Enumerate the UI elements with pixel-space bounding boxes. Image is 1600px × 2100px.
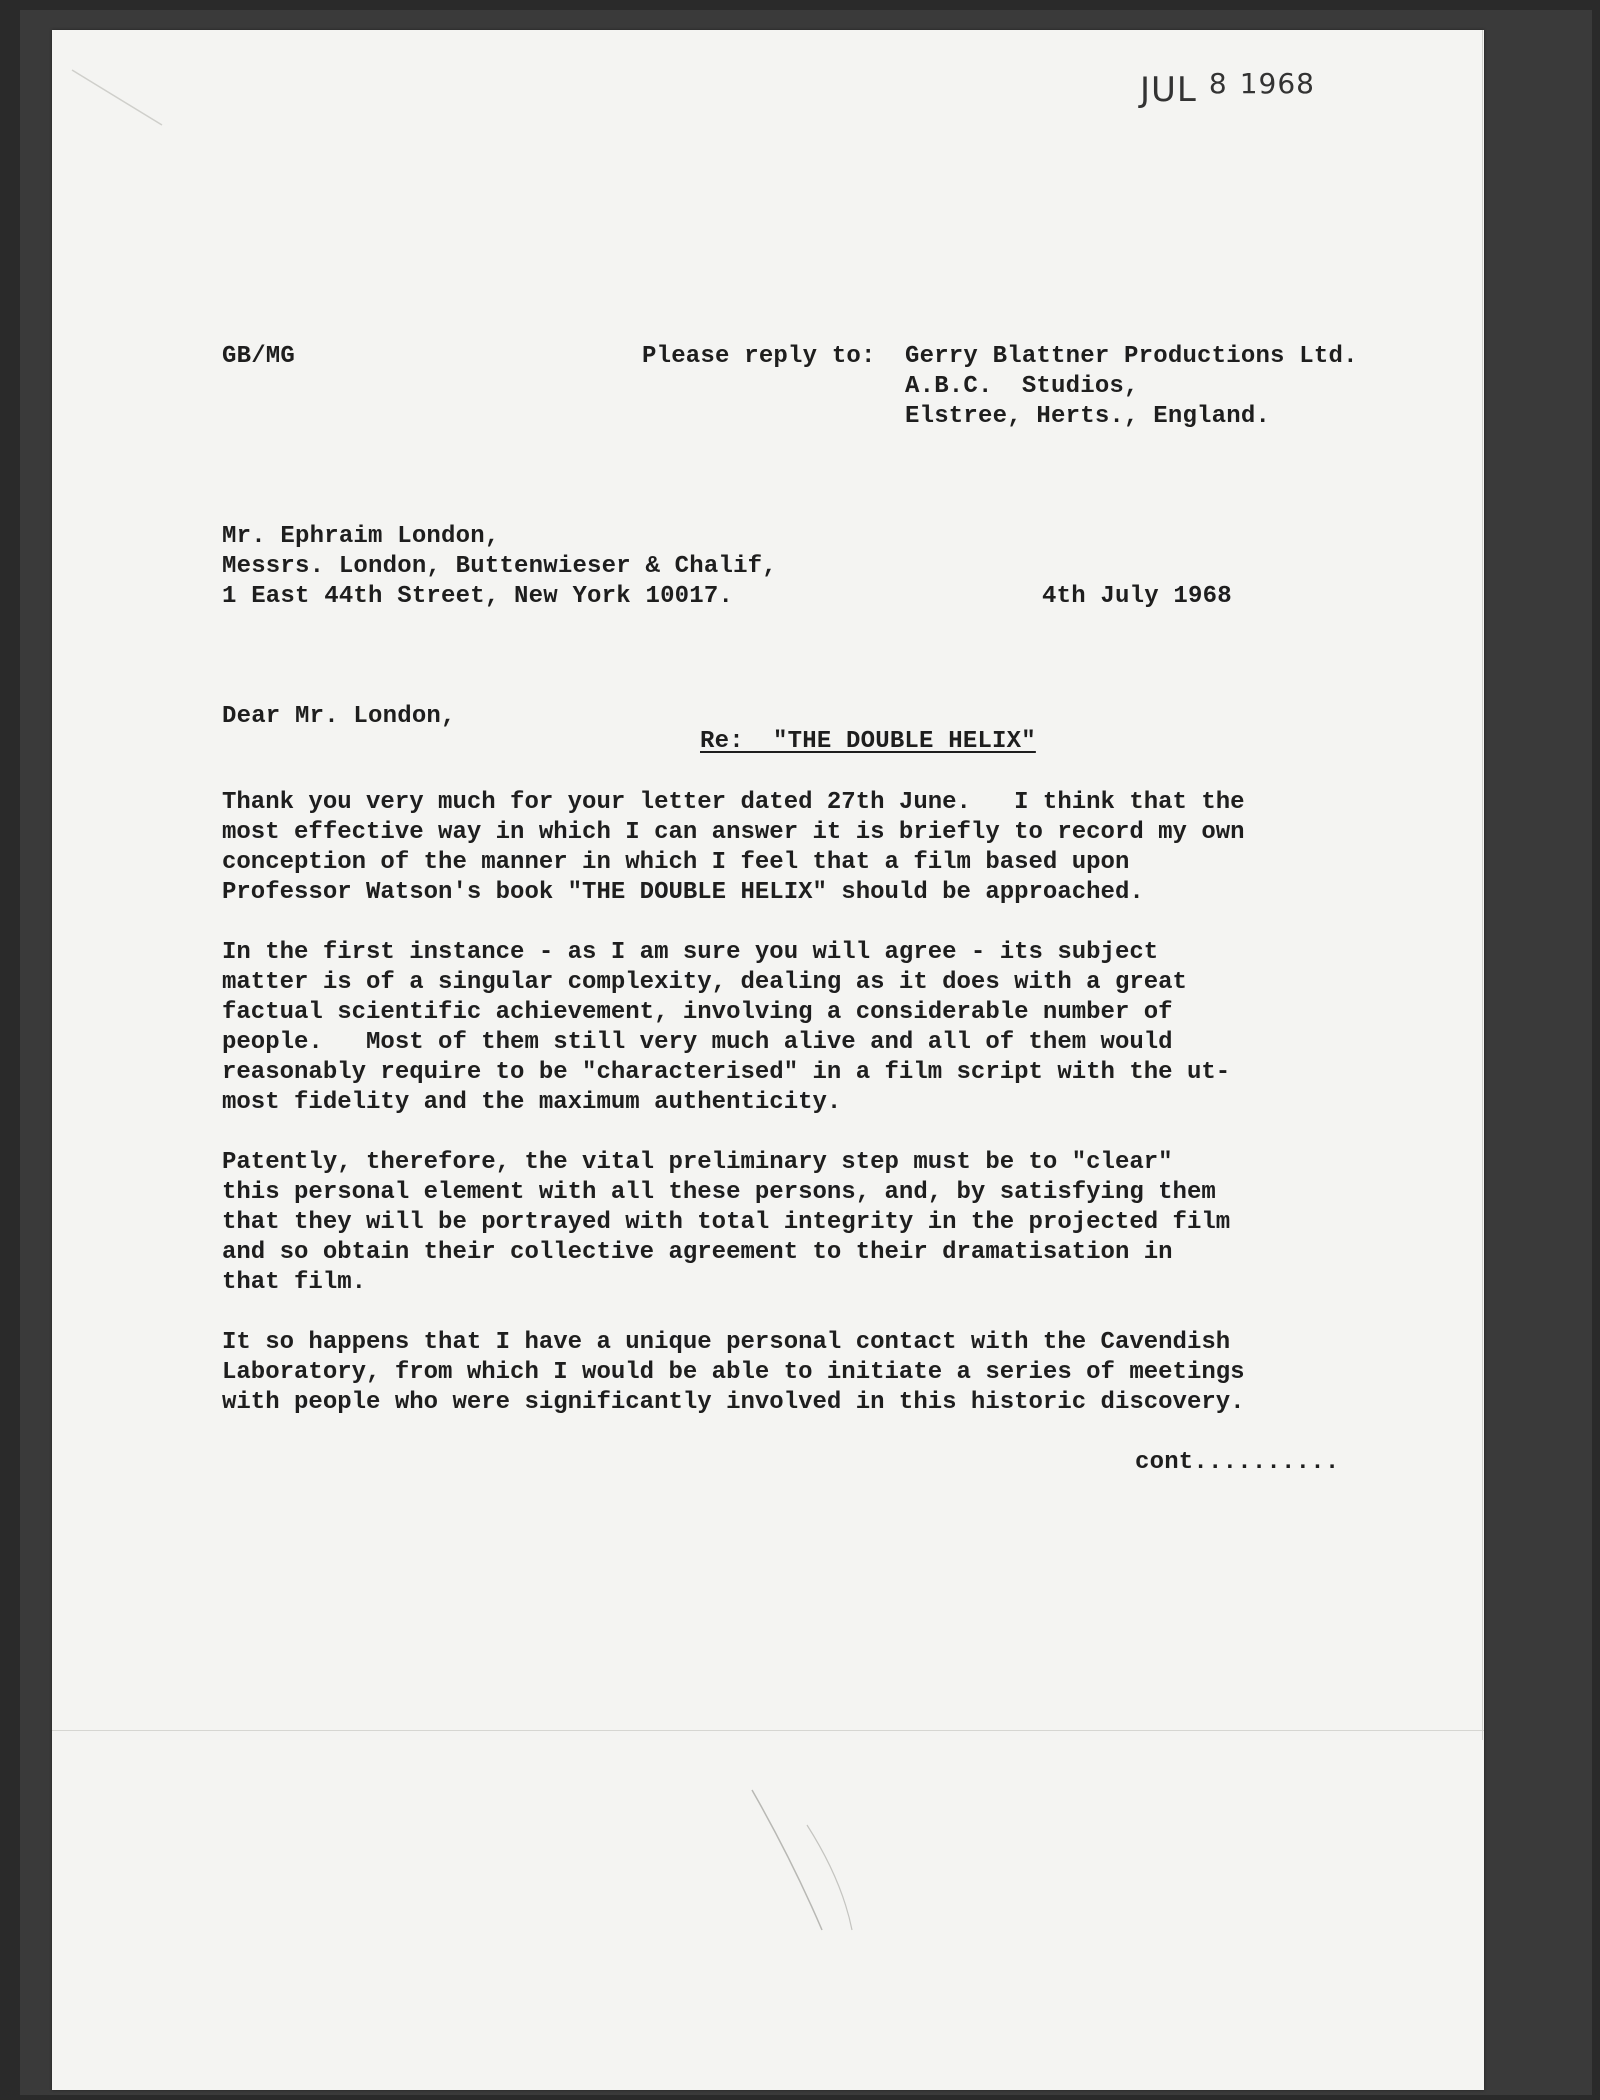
reply-address-line: Elstree, Herts., England.	[905, 403, 1271, 430]
paragraph-line: Thank you very much for your letter dated 27th June. I think that the	[222, 789, 1245, 816]
paragraph-line: matter is of a singular complexity, dealing as it does with a great	[222, 969, 1187, 996]
reply-address-line: A.B.C. Studios,	[905, 373, 1139, 400]
paragraph-line: that they will be portrayed with total integrity in the projected film	[222, 1209, 1231, 1236]
paragraph-line: factual scientific achievement, involving a considerable number of	[222, 999, 1173, 1026]
salutation: Dear Mr. London,	[222, 703, 456, 730]
paragraph-line: and so obtain their collective agreement to their dramatisation in	[222, 1239, 1173, 1266]
stamp-year: 1968	[1239, 67, 1315, 100]
paragraph-line: people. Most of them still very much alive and all of them would	[222, 1029, 1173, 1056]
stamp-day: 8	[1208, 67, 1228, 100]
stamp-month: JUL	[1140, 70, 1197, 110]
paragraph-line: In the first instance - as I am sure you will agree - its subject	[222, 939, 1159, 966]
body-paragraph	[222, 1148, 1402, 1298]
received-date-stamp	[1140, 67, 1315, 110]
paragraph-line: this personal element with all these persons, and, by satisfying them	[222, 1179, 1216, 1206]
reply-to-label: Please reply to:	[642, 343, 876, 370]
recipient-line: 1 East 44th Street, New York 10017.	[222, 583, 734, 610]
paragraph-line: reasonably require to be "characterised" in a film script with the ut-	[222, 1059, 1231, 1086]
paragraph-line: that film.	[222, 1269, 367, 1296]
paragraph-line: most fidelity and the maximum authenticity.	[222, 1089, 842, 1116]
body-paragraph	[222, 788, 1402, 908]
paragraph-line: Patently, therefore, the vital preliminary step must be to "clear"	[222, 1149, 1173, 1176]
paragraph-line: It so happens that I have a unique personal contact with the Cavendish	[222, 1329, 1231, 1356]
paragraph-line: with people who were significantly involved in this historic discovery.	[222, 1389, 1245, 1416]
continuation-marker: cont..........	[1135, 1449, 1340, 1476]
recipient-line: Mr. Ephraim London,	[222, 523, 500, 550]
paragraph-line: most effective way in which I can answer it is briefly to record my own	[222, 819, 1245, 846]
paragraph-line: Laboratory, from which I would be able to initiate a series of meetings	[222, 1359, 1245, 1386]
paragraph-line: Professor Watson's book "THE DOUBLE HELIX" should be approached.	[222, 879, 1144, 906]
body-paragraph	[222, 1328, 1402, 1418]
subject-line: Re: "THE DOUBLE HELIX"	[700, 728, 1036, 755]
body-paragraph	[222, 938, 1402, 1118]
recipient-line: Messrs. London, Buttenwieser & Chalif,	[222, 553, 777, 580]
reference-code: GB/MG	[222, 343, 296, 370]
reply-address-line: Gerry Blattner Productions Ltd.	[905, 343, 1358, 370]
paragraph-line: conception of the manner in which I feel that a film based upon	[222, 849, 1130, 876]
letter-date: 4th July 1968	[1042, 583, 1232, 610]
